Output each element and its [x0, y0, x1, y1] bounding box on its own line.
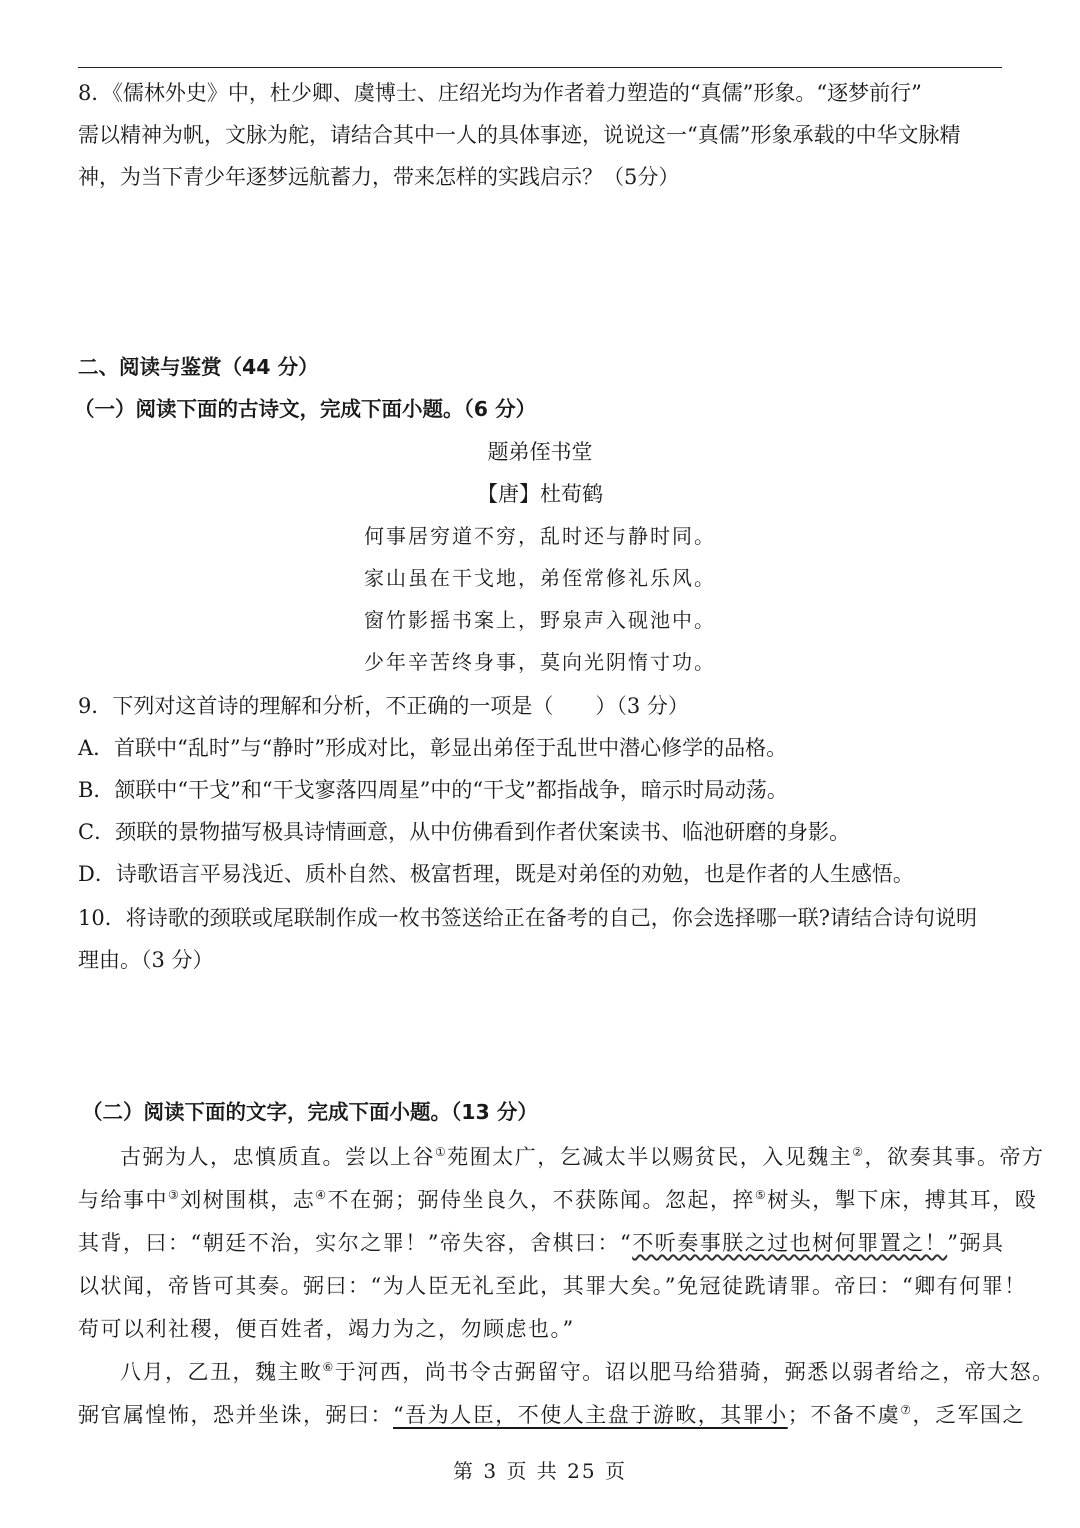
poem-line-2: 家山虽在干戈地，弟侄常修礼乐风。: [364, 566, 716, 590]
note-5: ⑤: [755, 1188, 768, 1202]
note-1: ①: [435, 1145, 448, 1159]
page-footer: 第 3 页 共 25 页: [453, 1459, 627, 1483]
text-run: 与给事中: [78, 1188, 168, 1212]
passage-line-5: 苟可以利社稷，便百姓者，竭力为之，勿顾虑也。”: [78, 1317, 575, 1341]
text-run: 树头，掣下床，搏其耳，殴: [767, 1188, 1038, 1212]
q10-line-1: 10．将诗歌的颈联或尾联制作成一枚书签送给正在备考的自己，你会选择哪一联?请结合诗句说明: [78, 906, 977, 930]
passage-line-6: [78, 1351, 1055, 1394]
text-run: 其背，曰：“朝廷不治，实尔之罪！”帝失容，舍棋曰：“: [78, 1231, 633, 1255]
q10-line-2: 理由。（3 分）: [78, 948, 214, 972]
poem-author: 【唐】杜荀鹤: [477, 482, 603, 506]
section-2-title: 二、阅读与鉴赏（44 分）: [78, 355, 319, 379]
q9-option-b: B．颔联中“干戈”和“干戈寥落四周星”中的“干戈”都指战争，暗示时局动荡。: [78, 778, 788, 802]
passage-line-4: 以状闻，帝皆可其奏。弼曰：“为人臣无礼至此，其罪大矣。”免冠徒跣请罪。帝曰：“卿有何罪！: [78, 1274, 1027, 1298]
poem-line-4: 少年辛苦终身事，莫向光阴惰寸功。: [364, 650, 716, 674]
q8-line-2: 需以精神为帆，文脉为舵，请结合其中一人的具体事迹，说说这一“真儒”形象承载的中华文脉精: [78, 123, 961, 147]
text-run: 弼官属惶怖，恐并坐诛，弼曰：: [78, 1403, 393, 1427]
note-6: ⑥: [322, 1360, 335, 1374]
question-8: [78, 72, 1002, 198]
poem-body: [0, 515, 1080, 683]
q9-option-a: A．首联中“乱时”与“静时”形成对比，彰显出弟侄于乱世中潜心修学的品格。: [78, 736, 788, 760]
q8-line-3: 神，为当下青少年逐梦远航蓄力，带来怎样的实践启示？（5分）: [78, 165, 680, 189]
text-run: ；不备不虞: [787, 1403, 901, 1427]
passage-line-3: [78, 1222, 1005, 1265]
part-1-title: （一）阅读下面的古诗文，完成下面小题。（6 分）: [74, 397, 537, 421]
q9-stem: 9．下列对这首诗的理解和分析，不正确的一项是（ ）（3 分）: [78, 694, 689, 718]
text-run: 古弼为人，忠慎质直。尝以上谷: [120, 1145, 435, 1169]
text-run: ，乏军国之: [912, 1403, 1025, 1427]
poem-title: 题弟侄书堂: [487, 440, 593, 464]
text-run: 刘树围棋，志: [180, 1188, 316, 1212]
note-3: ③: [168, 1188, 181, 1202]
poem-line-1: 何事居穷道不穷，乱时还与静时同。: [364, 524, 716, 548]
q9-option-d: D．诗歌语言平易浅近、质朴自然、极富哲理，既是对弟侄的劝勉，也是作者的人生感悟。: [78, 862, 914, 886]
header-rule: [78, 67, 1002, 68]
wavy-underlined-sentence: 不听奏事朕之过也树何罪置之！: [632, 1231, 948, 1255]
note-7: ⑦: [900, 1403, 913, 1417]
text-run: ”弼具: [947, 1231, 1005, 1255]
q9-option-c: C．颈联的景物描写极具诗情画意，从中仿佛看到作者伏案读书、临池研磨的身影。: [78, 820, 851, 844]
note-4: ④: [315, 1188, 328, 1202]
part-2-title: （二）阅读下面的文字，完成下面小题。（13 分）: [82, 1100, 538, 1124]
passage-line-7: [78, 1394, 1025, 1437]
question-9: [78, 685, 1002, 895]
note-2: ②: [852, 1145, 865, 1159]
text-run: 于河西，尚书令古弼留守。诏以肥马给猎骑，弼悉以弱者给之，帝大怒。: [334, 1360, 1055, 1384]
text-run: ，欲奏其事。帝方: [864, 1145, 1045, 1169]
text-run: 八月，乙丑，魏主畋: [120, 1360, 323, 1384]
passage-line-1: [78, 1136, 1045, 1179]
underlined-sentence: “吾为人臣，不使人主盘于游畋，其罪小: [393, 1403, 788, 1427]
text-run: 不在弼；弼侍坐良久，不获陈闻。忽起，捽: [327, 1188, 756, 1212]
question-10: [78, 897, 1002, 981]
text-run: 苑囿太广，乞减太半以赐贫民，入见魏主: [447, 1145, 853, 1169]
poem-line-3: 窗竹影摇书案上，野泉声入砚池中。: [364, 608, 716, 632]
q8-line-1: 8．《儒林外史》中，杜少卿、虞博士、庄绍光均为作者着力塑造的“真儒”形象。“逐梦前行”: [78, 81, 922, 105]
passage-line-2: [78, 1179, 1038, 1222]
passage: [78, 1136, 1055, 1437]
